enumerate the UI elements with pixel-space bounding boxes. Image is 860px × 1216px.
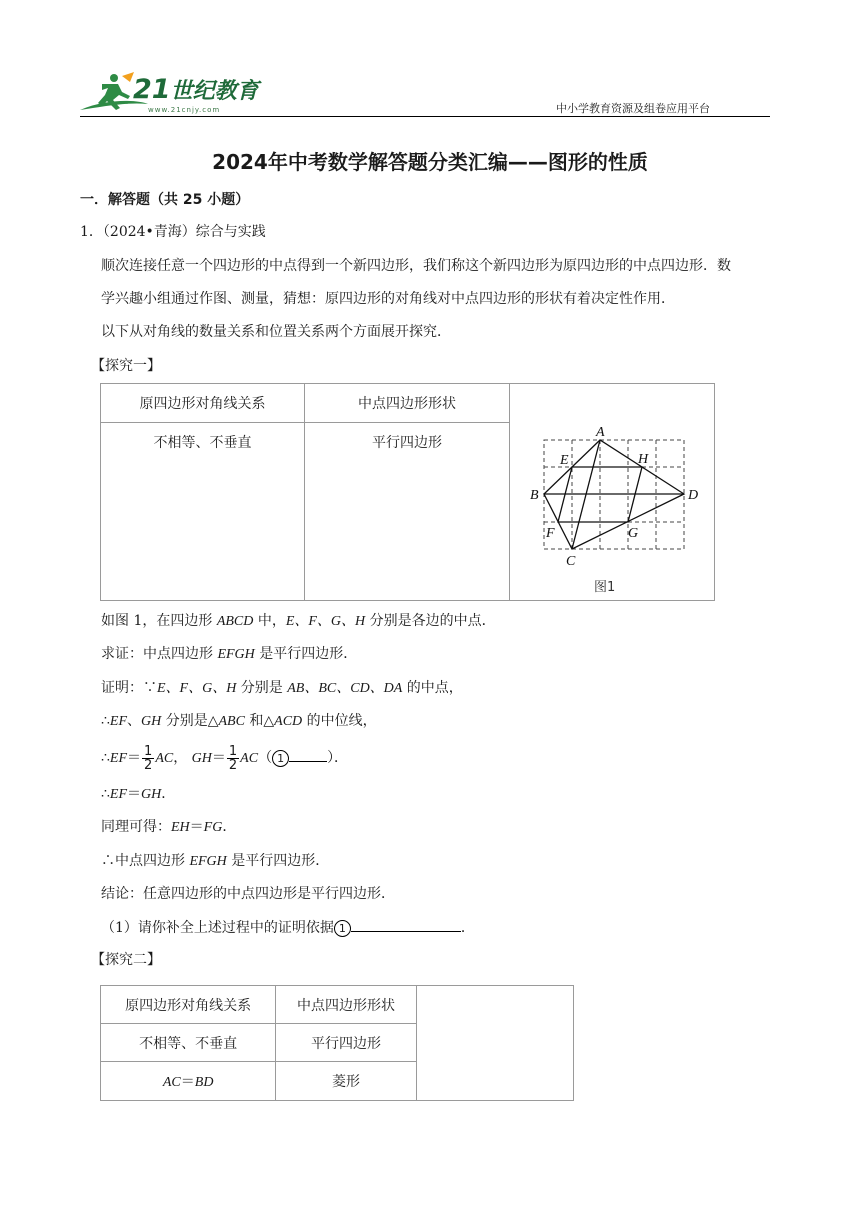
figure-1-caption: 图1 — [593, 580, 616, 595]
question-intro: 1．（2024•青海）综合与实践 — [80, 224, 266, 240]
figure-1 — [510, 384, 714, 600]
label-C: C — [565, 554, 576, 569]
circled-number-1b: 1 — [334, 920, 351, 937]
circled-number-1: 1 — [272, 750, 289, 767]
platform-tagline: 中小学教育资源及组卷应用平台 — [556, 102, 710, 115]
table1-header-shape: 中点四边形形状 — [305, 384, 510, 423]
paragraph-2: 以下从对角线的数量关系和位置关系两个方面展开探究． — [101, 324, 451, 340]
proof-line-figure: 如图 1，在四边形 ABCD 中，E、F、G、H 分别是各边的中点． — [101, 613, 496, 629]
header-divider — [80, 116, 770, 117]
table1-cell-shape: 平行四边形 — [305, 423, 510, 601]
explore-2-table — [100, 985, 574, 1101]
table2-figure-cell — [416, 986, 573, 1101]
figure-1-cell — [509, 384, 714, 601]
table2-r2-diagonal: AC＝BD — [101, 1062, 276, 1101]
label-E: E — [559, 453, 569, 468]
proof-line-proof: 证明：∵E、F、G、H 分别是 AB、BC、CD、DA 的中点， — [101, 680, 463, 696]
sub-question-1: （1）请你补全上述过程中的证明依据 1 ． — [101, 917, 475, 938]
table2-r1-shape: 平行四边形 — [276, 1024, 416, 1062]
label-F: F — [545, 526, 555, 541]
table1-header-diagonal: 原四边形对角线关系 — [101, 384, 305, 423]
table2-r1-diagonal: 不相等、不垂直 — [101, 1024, 276, 1062]
label-H: H — [637, 452, 649, 467]
explore-1-table — [100, 383, 715, 601]
explore-1-heading: 【探究一】 — [91, 358, 161, 374]
page-title: 2024年中考数学解答题分类汇编——图形的性质 — [212, 150, 648, 174]
label-D: D — [687, 488, 699, 503]
table2-header-shape: 中点四边形形状 — [276, 986, 416, 1024]
answer-blank-small[interactable] — [289, 747, 327, 762]
section-heading: 一．解答题（共 25 小题） — [80, 192, 250, 208]
label-B: B — [529, 488, 539, 503]
proof-line-similarly: 同理可得：EH＝FG． — [101, 819, 237, 835]
fraction-half-1: $\frac{1}{2}$ — [144, 743, 153, 773]
proof-line-fraction: ∴EF＝ $\frac{1}{2}$ AC， GH＝ $\frac{1}{2}$ AC（ 1 ）． — [101, 743, 349, 773]
fraction-half-2: $\frac{1}{2}$ — [228, 743, 238, 773]
table1-cell-diagonal: 不相等、不垂直 — [101, 423, 305, 601]
answer-blank-1[interactable] — [351, 917, 461, 932]
table2-header-diagonal: 原四边形对角线关系 — [101, 986, 276, 1024]
brand-site: www.21cnjy.com — [148, 106, 221, 114]
label-G: G — [627, 526, 639, 541]
paragraph-1b: 学兴趣小组通过作图、测量，猜想：原四边形的对角线对中点四边形的形状有着决定性作用． — [101, 291, 675, 307]
proof-line-conclude: ∴中点四边形 EFGH 是平行四边形． — [101, 853, 330, 869]
explore-2-heading: 【探究二】 — [91, 952, 161, 968]
proof-line-midline: ∴EF、GH 分别是△ABC 和△ACD 的中位线， — [101, 713, 377, 729]
paragraph-1a: 顺次连接任意一个四边形的中点得到一个新四边形，我们称这个新四边形为原四边形的中点四边形．数 — [101, 258, 731, 274]
proof-line-prove: 求证：中点四边形 EFGH 是平行四边形． — [101, 646, 358, 662]
label-A: A — [595, 425, 605, 440]
conclusion: 结论：任意四边形的中点四边形是平行四边形． — [101, 886, 395, 902]
brand-name: 21世纪教育 — [133, 74, 259, 105]
table2-r2-shape: 菱形 — [276, 1062, 416, 1101]
proof-line-equal: ∴EF＝GH． — [101, 786, 176, 802]
